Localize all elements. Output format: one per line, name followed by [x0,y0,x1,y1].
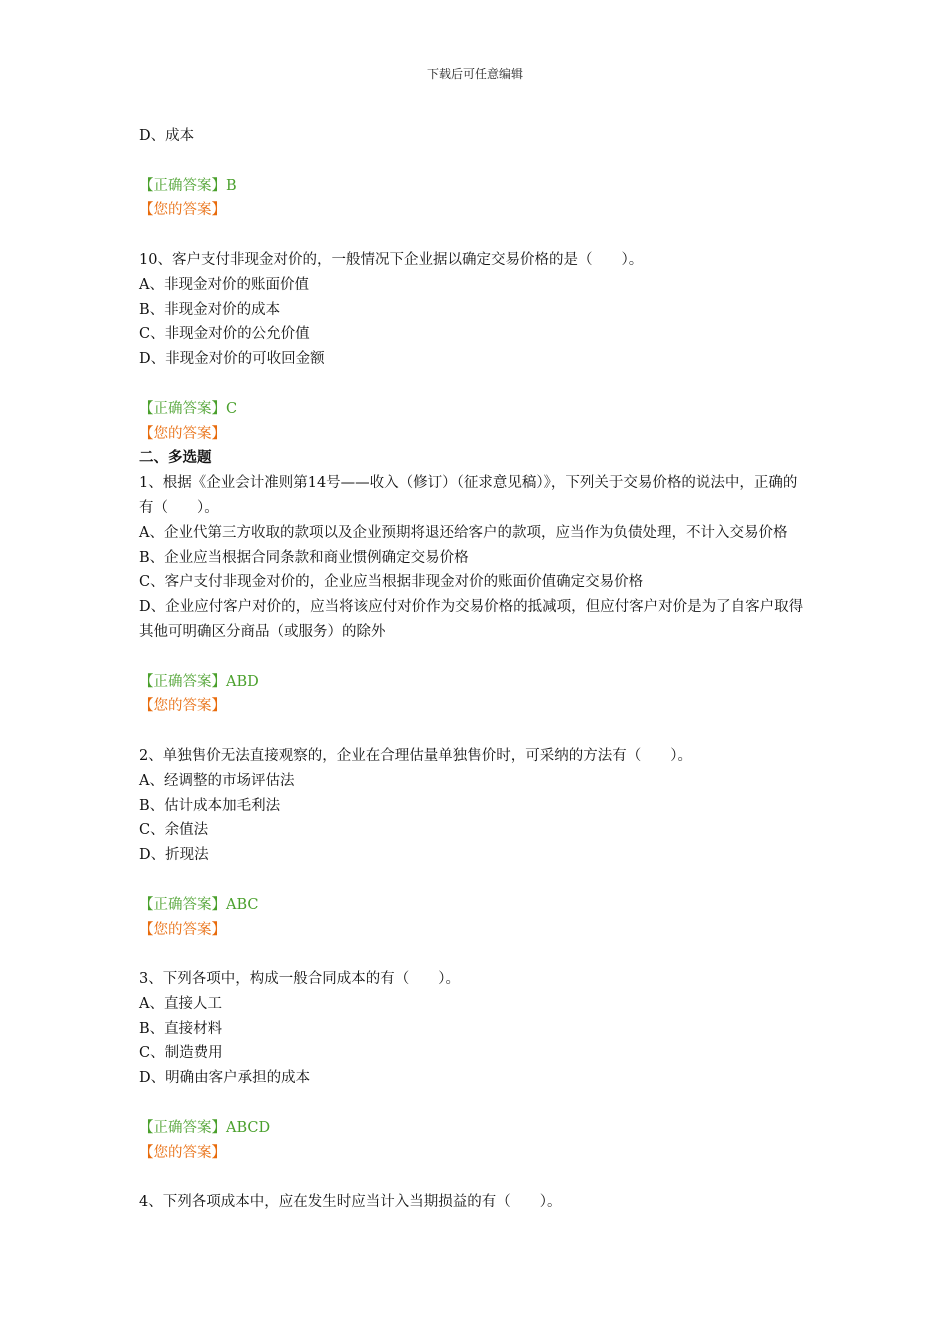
option-c: C、客户支付非现金对价的，企业应当根据非现金对价的账面价值确定交易价格 [139,574,644,591]
spacer [139,942,809,967]
option-d: D、非现金对价的可收回金额 [139,351,325,368]
your-answer: 【您的答案】 [139,921,226,938]
option-c: C、余值法 [139,822,209,839]
spacer [139,1091,809,1116]
option-d: D、成本 [139,128,195,144]
question-stem: 3、下列各项中，构成一般合同成本的有（ ）。 [139,971,460,988]
option-d: D、企业应付客户对价的，应当将该应付对价作为交易价格的抵减项，但应付客户对价是为了自客户取得其他可明确区分商品（或服务）的除外 [139,599,804,640]
option-c: C、制造费用 [139,1045,223,1062]
correct-answer: 【正确答案】ABD [139,673,259,690]
option-b: B、企业应当根据合同条款和商业惯例确定交易价格 [139,549,469,566]
spacer [139,149,809,174]
spacer [139,223,809,248]
your-answer: 【您的答案】 [139,1144,226,1161]
question-9-tail [139,124,809,248]
spacer [139,1165,809,1190]
option-d: D、折现法 [139,847,209,864]
question-stem: 2、单独售价无法直接观察的，企业在合理估量单独售价时，可采纳的方法有（ ）。 [139,747,692,764]
option-b: B、直接材料 [139,1020,223,1037]
your-answer: 【您的答案】 [139,698,226,715]
option-a: A、企业代第三方收取的款项以及企业预期将退还给客户的款项，应当作为负债处理，不计入交易价格 [139,524,788,541]
multi-question-1 [139,471,809,744]
spacer [139,719,809,744]
question-stem: 4、下列各项成本中，应在发生时应当计入当期损益的有（ ）。 [139,1194,562,1211]
question-stem: 1、根据《企业会计准则第14号——收入（修订）（征求意见稿）》，下列关于交易价格的说法中，正确的有（ ）。 [139,475,798,516]
your-answer: 【您的答案】 [139,425,226,442]
correct-answer: 【正确答案】C [139,400,238,417]
correct-answer: 【正确答案】ABC [139,896,259,913]
multi-question-3 [139,967,809,1190]
multi-question-2 [139,744,809,967]
option-a: A、非现金对价的账面价值 [139,276,309,293]
question-10 [139,248,809,446]
multi-question-4 [139,1190,809,1215]
option-b: B、估计成本加毛利法 [139,797,281,814]
option-c: C、非现金对价的公允价值 [139,326,310,343]
option-b: B、非现金对价的成本 [139,301,281,318]
question-stem: 10、客户支付非现金对价的，一般情况下企业据以确定交易价格的是（ ）。 [139,251,644,268]
option-d: D、明确由客户承担的成本 [139,1070,311,1087]
spacer [139,372,809,397]
correct-answer: 【正确答案】ABCD [139,1119,271,1136]
page-header: 下载后可任意编辑 [426,67,523,81]
option-a: A、直接人工 [139,995,222,1012]
option-a: A、经调整的市场评估法 [139,772,295,789]
document-body [139,124,809,1215]
spacer [139,868,809,893]
spacer [139,645,809,670]
your-answer: 【您的答案】 [139,202,226,219]
correct-answer: 【正确答案】B [139,177,237,194]
section-title-multiple-choice: 二、多选题 [139,449,212,467]
